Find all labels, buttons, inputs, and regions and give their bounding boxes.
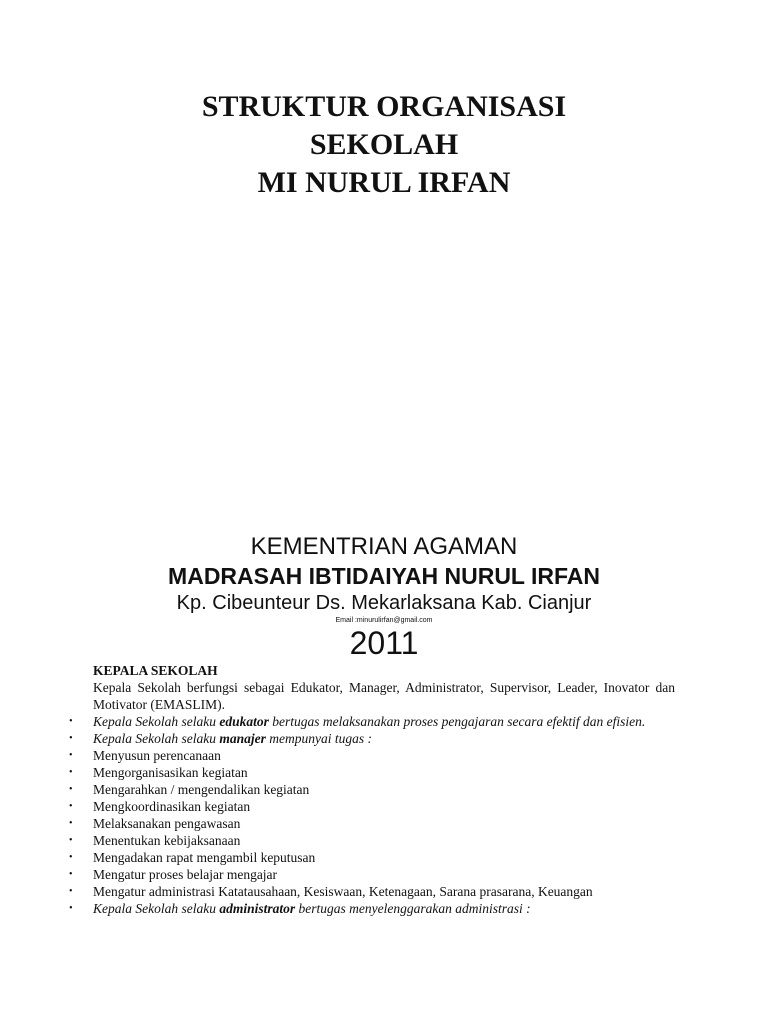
list-item: • Menentukan kebijaksanaan [69, 833, 241, 848]
bullet-icon: • [69, 733, 73, 744]
list-item: • Menyusun perencanaan [69, 748, 221, 763]
list-item: • Kepala Sekolah selaku manajer mempunyai tugas : [69, 731, 372, 746]
bullet-icon: • [69, 767, 73, 778]
madrasah-name: MADRASAH IBTIDAIYAH NURUL IRFAN [168, 563, 600, 589]
list-item: • Mengarahkan / mengendalikan kegiatan [69, 782, 310, 797]
list-item: • Mengkoordinasikan kegiatan [69, 799, 251, 814]
bullet-icon: • [69, 750, 73, 761]
bullet-icon: • [69, 903, 73, 914]
section-heading: KEPALA SEKOLAH [93, 663, 218, 678]
title-line-3: MI NURUL IRFAN [257, 166, 511, 199]
list-item: • Kepala Sekolah selaku administrator bertugas menyelenggarakan administrasi : [69, 901, 531, 916]
letterhead [0, 533, 768, 661]
bullet-icon: • [69, 801, 73, 812]
bullet-icon: • [69, 852, 73, 863]
list-item: • Kepala Sekolah selaku edukator bertugas melaksanakan proses pengajaran secara efektif dan efisien. [69, 714, 646, 729]
list-item: • Mengadakan rapat mengambil keputusan [69, 850, 316, 865]
list-item: • Melaksanakan pengawasan [69, 816, 241, 831]
title-line-1: STRUKTUR ORGANISASI [201, 90, 567, 123]
address: Kp. Cibeunteur Ds. Mekarlaksana Kab. Cianjur [176, 592, 592, 614]
bullet-icon: • [69, 869, 73, 880]
year: 2011 [349, 625, 419, 661]
bullet-icon: • [69, 886, 73, 897]
section-intro: Kepala Sekolah berfungsi sebagai Edukator, Manager, Administrator, Supervisor, Leader, Inovator dan Motivator (EMASLIM). [93, 680, 675, 712]
document-title [0, 88, 768, 202]
list-item: • Mengatur proses belajar mengajar [69, 867, 278, 882]
ministry-name: KEMENTRIAN AGAMAN [250, 533, 518, 560]
duty-list [65, 713, 675, 917]
bullet-icon: • [69, 818, 73, 829]
list-item: • Mengatur administrasi Katatausahaan, Kesiswaan, Ketenagaan, Sarana prasarana, Keuangan [69, 884, 593, 899]
bullet-icon: • [69, 716, 73, 727]
title-line-2: SEKOLAH [309, 128, 459, 161]
bullet-icon: • [69, 784, 73, 795]
list-item: • Mengorganisasikan kegiatan [69, 765, 248, 780]
section-kepala-sekolah [65, 662, 675, 917]
email: Email :minurulirfan@gmail.com [335, 617, 433, 624]
bullet-icon: • [69, 835, 73, 846]
